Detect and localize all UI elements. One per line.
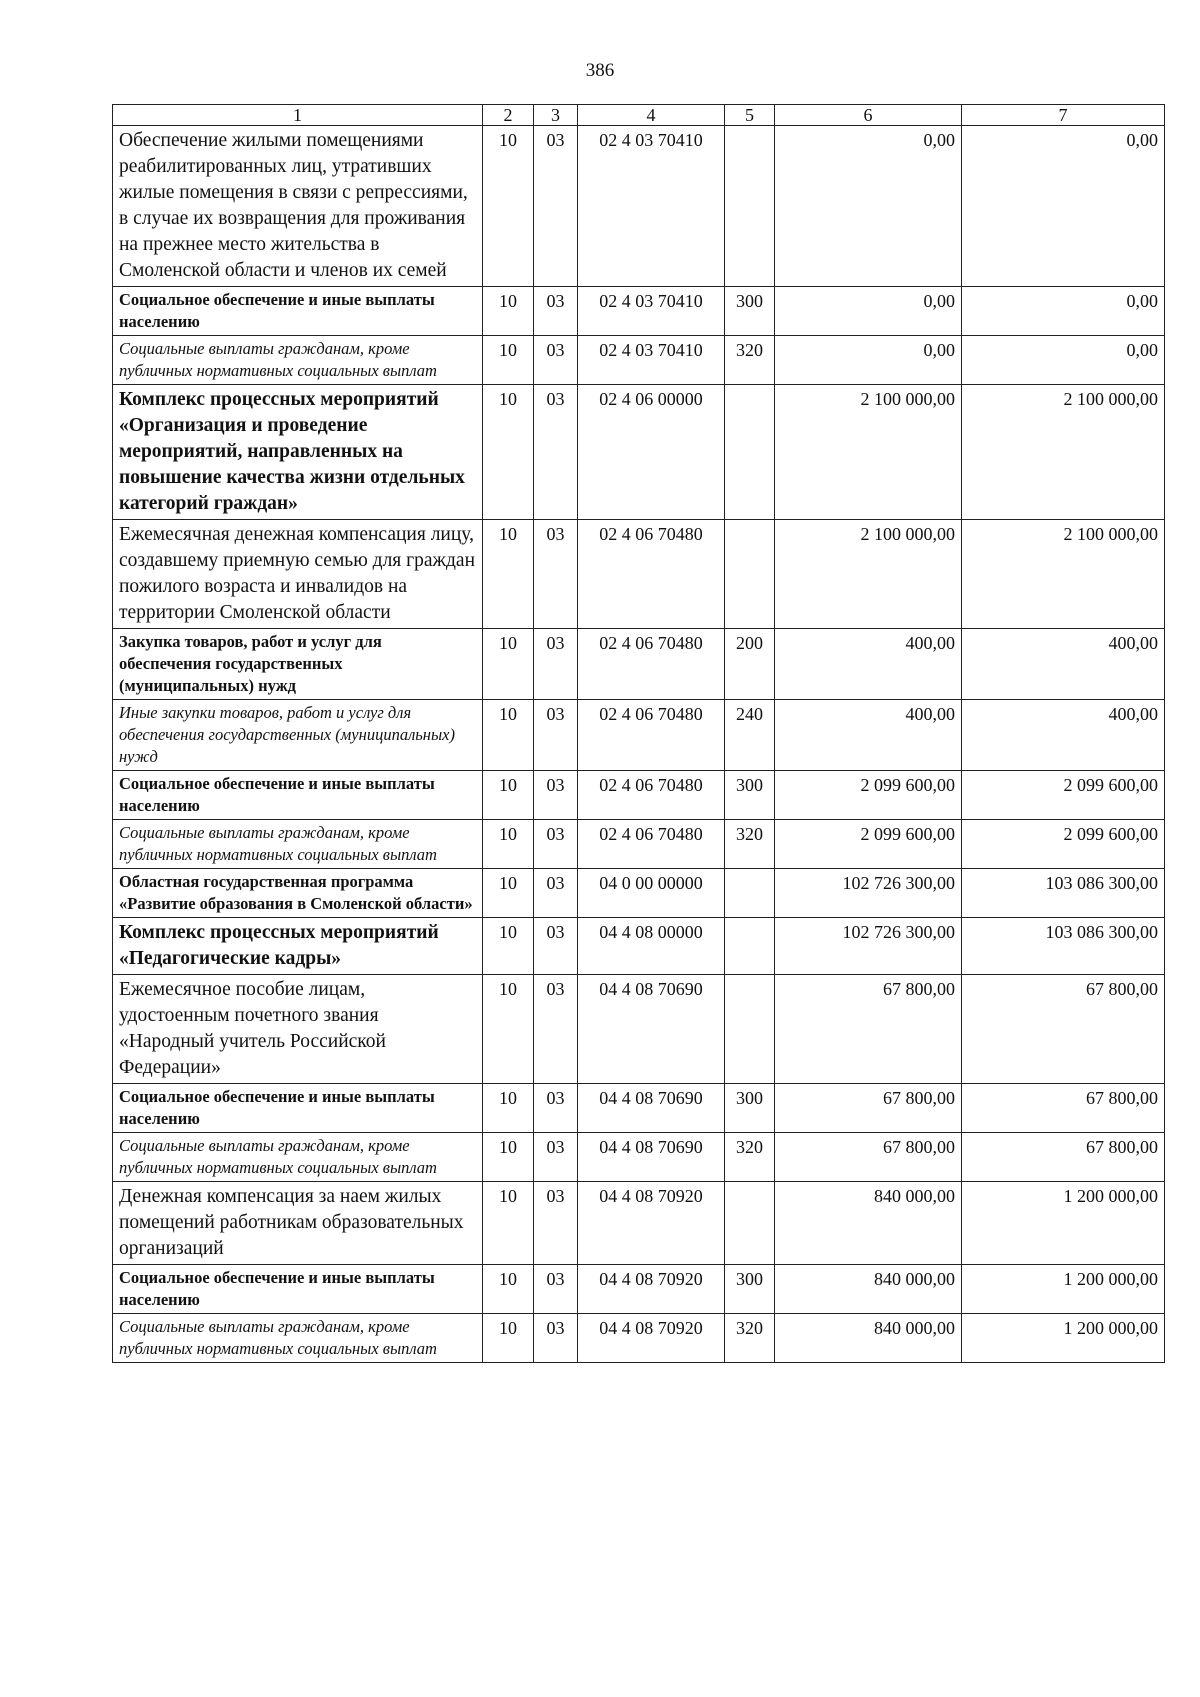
expense-type-code: 300 [725,1084,775,1133]
target-article-code: 04 4 08 70690 [578,975,725,1084]
table-row [113,336,1165,385]
section-code: 10 [483,1084,534,1133]
amount-year-2: 1 200 000,00 [962,1265,1165,1314]
section-code: 10 [483,1133,534,1182]
section-code: 10 [483,629,534,700]
amount-year-2: 0,00 [962,336,1165,385]
column-header: 1 [113,105,483,126]
target-article-code: 04 4 08 70690 [578,1133,725,1182]
subsection-code: 03 [534,336,578,385]
amount-year-2: 0,00 [962,126,1165,287]
expense-type-code [725,385,775,520]
amount-year-1: 840 000,00 [775,1314,962,1363]
amount-year-1: 2 100 000,00 [775,385,962,520]
row-name: Иные закупки товаров, работ и услуг для обеспечения государственных (муниципальных) нужд [113,700,483,771]
header-row [113,105,1165,126]
expense-type-code: 300 [725,771,775,820]
subsection-code: 03 [534,1133,578,1182]
row-name: Социальное обеспечение и иные выплаты населению [113,771,483,820]
section-code: 10 [483,700,534,771]
amount-year-1: 840 000,00 [775,1265,962,1314]
section-code: 10 [483,820,534,869]
row-name: Денежная компенсация за наем жилых помещений работникам образовательных организаций [113,1182,483,1265]
expense-type-code [725,975,775,1084]
amount-year-1: 2 100 000,00 [775,520,962,629]
amount-year-2: 0,00 [962,287,1165,336]
row-name: Социальное обеспечение и иные выплаты населению [113,287,483,336]
row-name: Ежемесячная денежная компенсация лицу, создавшему приемную семью для граждан пожилого возраста и инвалидов на территории Смоленской области [113,520,483,629]
amount-year-1: 0,00 [775,126,962,287]
expense-type-code: 200 [725,629,775,700]
row-name: Социальное обеспечение и иные выплаты населению [113,1084,483,1133]
expense-type-code: 320 [725,336,775,385]
subsection-code: 03 [534,1265,578,1314]
row-name: Закупка товаров, работ и услуг для обеспечения государственных (муниципальных) нужд [113,629,483,700]
amount-year-1: 2 099 600,00 [775,771,962,820]
subsection-code: 03 [534,700,578,771]
subsection-code: 03 [534,918,578,975]
subsection-code: 03 [534,126,578,287]
amount-year-2: 400,00 [962,700,1165,771]
amount-year-1: 67 800,00 [775,1133,962,1182]
table-row [113,820,1165,869]
row-name: Ежемесячное пособие лицам, удостоенным почетного звания «Народный учитель Российской Федерации» [113,975,483,1084]
expense-type-code [725,869,775,918]
section-code: 10 [483,126,534,287]
target-article-code: 04 4 08 70920 [578,1314,725,1363]
target-article-code: 04 4 08 70920 [578,1265,725,1314]
amount-year-2: 67 800,00 [962,1133,1165,1182]
row-name: Областная государственная программа «Развитие образования в Смоленской области» [113,869,483,918]
section-code: 10 [483,1265,534,1314]
subsection-code: 03 [534,975,578,1084]
table-row [113,1314,1165,1363]
section-code: 10 [483,287,534,336]
table-row [113,700,1165,771]
subsection-code: 03 [534,1084,578,1133]
target-article-code: 04 4 08 70920 [578,1182,725,1265]
row-name: Комплекс процессных мероприятий «Педагогические кадры» [113,918,483,975]
table-row [113,771,1165,820]
table-row [113,126,1165,287]
section-code: 10 [483,1182,534,1265]
amount-year-2: 2 099 600,00 [962,771,1165,820]
amount-year-1: 840 000,00 [775,1182,962,1265]
expense-type-code: 300 [725,1265,775,1314]
table-row [113,1133,1165,1182]
table-row [113,918,1165,975]
column-header: 5 [725,105,775,126]
amount-year-2: 2 100 000,00 [962,520,1165,629]
amount-year-1: 102 726 300,00 [775,869,962,918]
section-code: 10 [483,975,534,1084]
target-article-code: 02 4 06 70480 [578,520,725,629]
subsection-code: 03 [534,820,578,869]
amount-year-1: 67 800,00 [775,975,962,1084]
table-row [113,385,1165,520]
table-row [113,1084,1165,1133]
column-header: 3 [534,105,578,126]
target-article-code: 04 0 00 00000 [578,869,725,918]
target-article-code: 02 4 06 70480 [578,771,725,820]
amount-year-1: 0,00 [775,336,962,385]
subsection-code: 03 [534,771,578,820]
target-article-code: 04 4 08 00000 [578,918,725,975]
section-code: 10 [483,918,534,975]
row-name: Социальные выплаты гражданам, кроме публичных нормативных социальных выплат [113,336,483,385]
target-article-code: 02 4 06 70480 [578,820,725,869]
subsection-code: 03 [534,869,578,918]
amount-year-1: 102 726 300,00 [775,918,962,975]
amount-year-1: 400,00 [775,629,962,700]
amount-year-2: 67 800,00 [962,975,1165,1084]
expense-type-code: 320 [725,1133,775,1182]
subsection-code: 03 [534,629,578,700]
budget-table [112,104,1165,1363]
expense-type-code: 320 [725,820,775,869]
row-name: Социальное обеспечение и иные выплаты населению [113,1265,483,1314]
column-header: 7 [962,105,1165,126]
column-header: 2 [483,105,534,126]
table-row [113,629,1165,700]
amount-year-2: 103 086 300,00 [962,918,1165,975]
table-row [113,1182,1165,1265]
amount-year-1: 0,00 [775,287,962,336]
subsection-code: 03 [534,1182,578,1265]
expense-type-code: 240 [725,700,775,771]
target-article-code: 02 4 03 70410 [578,287,725,336]
page-number: 386 [585,60,615,81]
target-article-code: 02 4 03 70410 [578,336,725,385]
amount-year-2: 2 100 000,00 [962,385,1165,520]
row-name: Обеспечение жилыми помещениями реабилитированных лиц, утративших жилые помещения в связи с репрессиями, в случае их возвращения для проживания на прежнее место жительства в Смоленской области и членов их семей [113,126,483,287]
target-article-code: 04 4 08 70690 [578,1084,725,1133]
expense-type-code [725,1182,775,1265]
table-row [113,1265,1165,1314]
amount-year-2: 1 200 000,00 [962,1314,1165,1363]
expense-type-code: 300 [725,287,775,336]
row-name: Социальные выплаты гражданам, кроме публичных нормативных социальных выплат [113,1133,483,1182]
expense-type-code [725,520,775,629]
amount-year-1: 400,00 [775,700,962,771]
table-row [113,975,1165,1084]
section-code: 10 [483,771,534,820]
table-row [113,287,1165,336]
target-article-code: 02 4 06 00000 [578,385,725,520]
amount-year-1: 67 800,00 [775,1084,962,1133]
section-code: 10 [483,385,534,520]
amount-year-2: 103 086 300,00 [962,869,1165,918]
subsection-code: 03 [534,520,578,629]
table-row [113,520,1165,629]
column-header: 4 [578,105,725,126]
amount-year-2: 400,00 [962,629,1165,700]
row-name: Социальные выплаты гражданам, кроме публичных нормативных социальных выплат [113,820,483,869]
table-row [113,869,1165,918]
section-code: 10 [483,336,534,385]
section-code: 10 [483,869,534,918]
section-code: 10 [483,1314,534,1363]
subsection-code: 03 [534,1314,578,1363]
expense-type-code [725,126,775,287]
subsection-code: 03 [534,287,578,336]
expense-type-code [725,918,775,975]
amount-year-1: 2 099 600,00 [775,820,962,869]
amount-year-2: 67 800,00 [962,1084,1165,1133]
target-article-code: 02 4 06 70480 [578,629,725,700]
row-name: Комплекс процессных мероприятий «Организация и проведение мероприятий, направленных на повышение качества жизни отдельных категорий граждан» [113,385,483,520]
amount-year-2: 1 200 000,00 [962,1182,1165,1265]
table-body [113,126,1165,1363]
subsection-code: 03 [534,385,578,520]
row-name: Социальные выплаты гражданам, кроме публичных нормативных социальных выплат [113,1314,483,1363]
expense-type-code: 320 [725,1314,775,1363]
section-code: 10 [483,520,534,629]
target-article-code: 02 4 03 70410 [578,126,725,287]
amount-year-2: 2 099 600,00 [962,820,1165,869]
column-header: 6 [775,105,962,126]
target-article-code: 02 4 06 70480 [578,700,725,771]
